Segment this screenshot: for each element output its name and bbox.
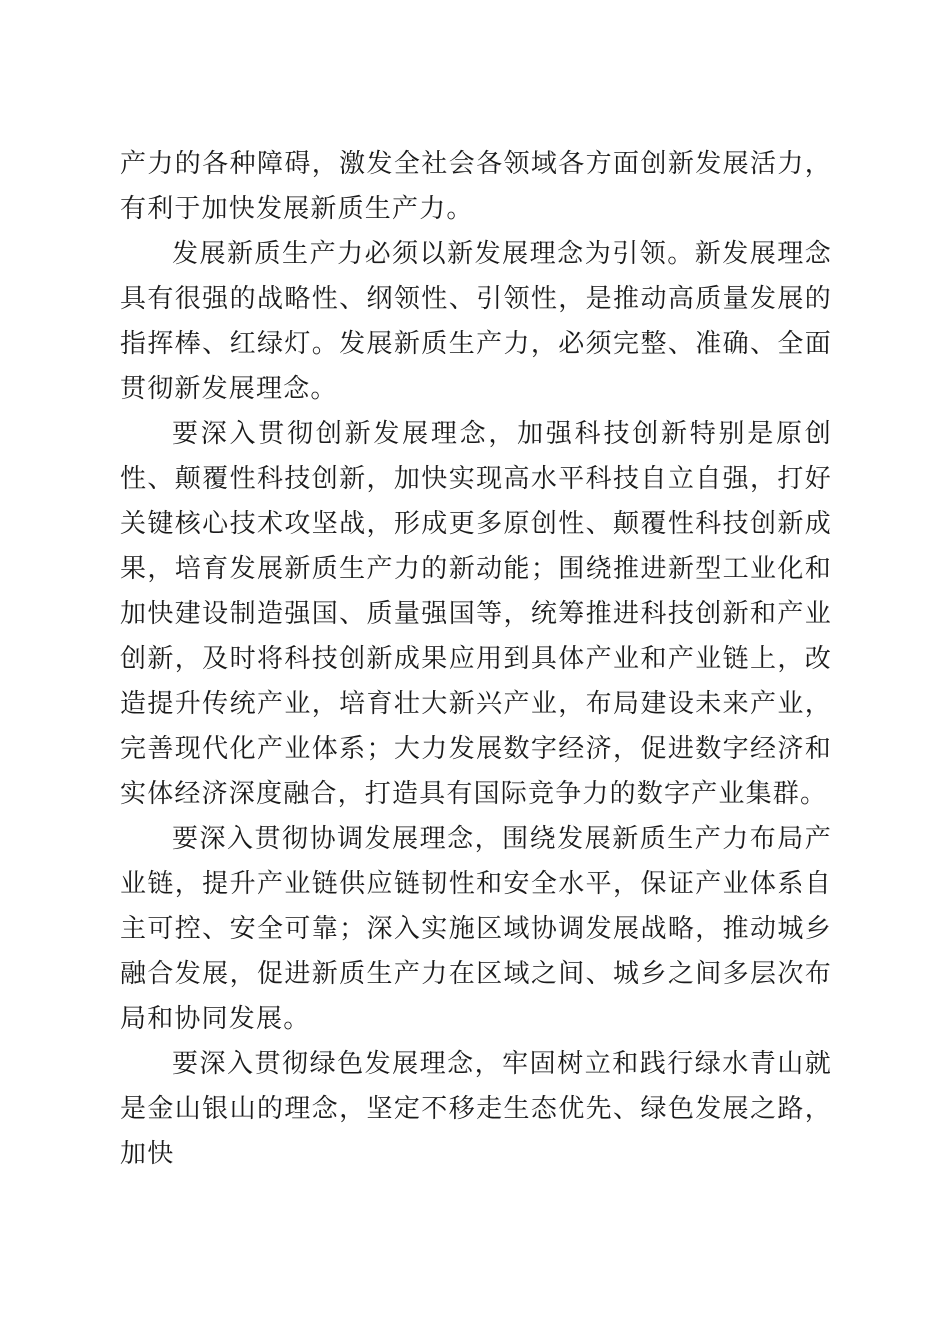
paragraph-coordination: 要深入贯彻协调发展理念，围绕发展新质生产力布局产业链，提升产业链供应链韧性和安全水平，保证产业体系自主可控、安全可靠；深入实施区域协调发展战略，推动城乡融合发展，促进新质生产力在区域之间、城乡之间多层次布局和协同发展。 — [120, 824, 832, 1034]
document-body — [120, 142, 832, 1177]
paragraph-continuation: 产力的各种障碍，激发全社会各领域各方面创新发展活力，有利于加快发展新质生产力。 — [120, 149, 832, 224]
paragraph-new-development-concept: 发展新质生产力必须以新发展理念为引领。新发展理念具有很强的战略性、纲领性、引领性，是推动高质量发展的指挥棒、红绿灯。发展新质生产力，必须完整、准确、全面贯彻新发展理念。 — [120, 239, 832, 404]
paragraph-innovation: 要深入贯彻创新发展理念，加强科技创新特别是原创性、颠覆性科技创新，加快实现高水平科技自立自强，打好关键核心技术攻坚战，形成更多原创性、颠覆性科技创新成果，培育发展新质生产力的新动能；围绕推进新型工业化和加快建设制造强国、质量强国等，统筹推进科技创新和产业创新，及时将科技创新成果应用到具体产业和产业链上，改造提升传统产业，培育壮大新兴产业，布局建设未来产业，完善现代化产业体系；大力发展数字经济，促进数字经济和实体经济深度融合，打造具有国际竞争力的数字产业集群。 — [120, 419, 832, 809]
paragraph-green: 要深入贯彻绿色发展理念，牢固树立和践行绿水青山就是金山银山的理念，坚定不移走生态优先、绿色发展之路，加快 — [120, 1049, 832, 1169]
